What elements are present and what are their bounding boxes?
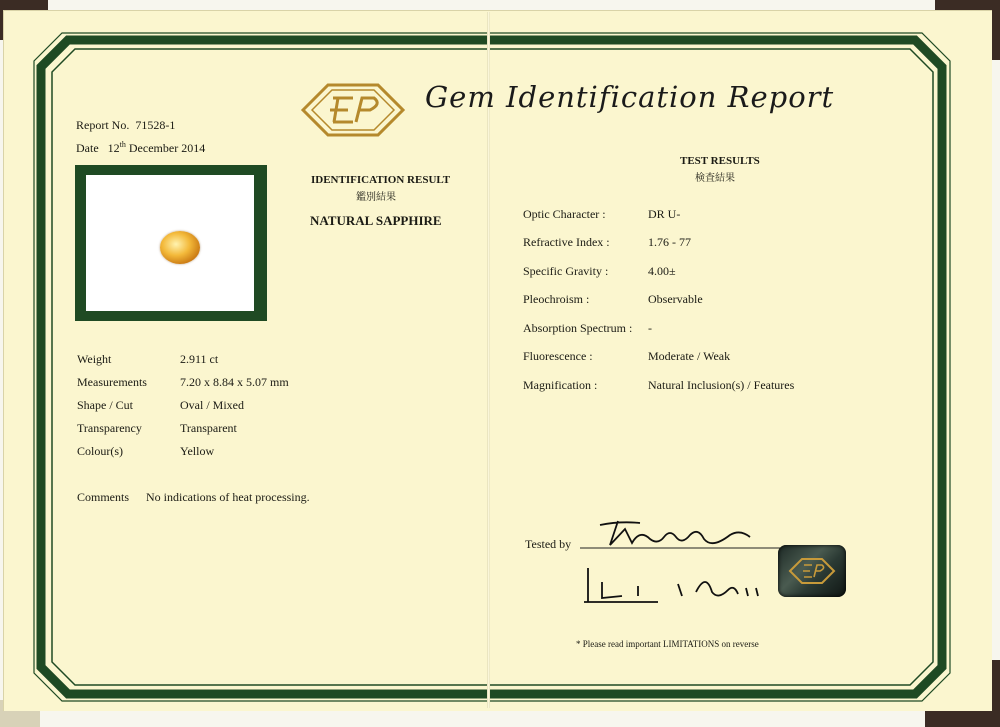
test-results-heading-cn: 検査結果: [695, 173, 735, 184]
comments-label: Comments: [77, 490, 130, 504]
property-value: 2.911 ct: [180, 352, 219, 366]
property-label: Weight: [77, 352, 112, 366]
property-value: Yellow: [180, 444, 215, 458]
tester-signature: [580, 515, 790, 555]
property-label: Measurements: [77, 375, 147, 389]
report-title: Gem Identification Report: [425, 80, 835, 114]
test-label: Absorption Spectrum :: [523, 321, 633, 335]
tested-by-label: Tested by: [525, 537, 572, 551]
property-value: 7.20 x 8.84 x 5.07 mm: [180, 375, 289, 389]
test-results-heading: TEST RESULTS: [680, 155, 760, 167]
second-signature: [578, 562, 778, 607]
identification-heading: IDENTIFICATION RESULT: [311, 174, 451, 186]
property-label: Shape / Cut: [77, 398, 133, 412]
test-value: DR U-: [648, 207, 681, 221]
property-value: Oval / Mixed: [180, 398, 244, 412]
hologram-seal: [778, 545, 846, 597]
hologram-logo: [778, 545, 846, 597]
comments-value: No indications of heat processing.: [146, 490, 310, 504]
test-value: Natural Inclusion(s) / Features: [648, 378, 795, 392]
report-date-suffix: th: [119, 140, 126, 149]
gem-photo: [86, 175, 254, 311]
sapphire-gem-image: [160, 231, 200, 264]
report-number-value: 71528-1: [135, 118, 176, 132]
test-label: Fluorescence :: [523, 349, 593, 363]
test-label: Pleochroism :: [523, 292, 590, 306]
test-value: Observable: [648, 292, 703, 306]
test-label: Optic Character :: [523, 207, 606, 221]
gem-photo-frame: [75, 165, 267, 321]
center-fold: [487, 12, 490, 708]
test-label: Specific Gravity :: [523, 264, 609, 278]
report-date: [76, 140, 205, 156]
identification-heading-cn: 鑑別結果: [356, 192, 396, 203]
test-label: Magnification :: [523, 378, 598, 392]
report-number: [76, 118, 175, 133]
property-value: Transparent: [180, 421, 237, 435]
property-label: Colour(s): [77, 444, 123, 458]
identification-result: NATURAL SAPPHIRE: [310, 213, 442, 228]
test-value: Moderate / Weak: [648, 349, 731, 363]
report-date-rest: December 2014: [128, 141, 206, 155]
report-date-day: 12: [107, 141, 120, 155]
test-label: Refractive Index :: [523, 235, 610, 249]
ep-logo: [298, 80, 408, 140]
property-label: Transparency: [77, 421, 142, 435]
report-date-label: Date: [76, 141, 99, 155]
test-value: -: [648, 321, 652, 335]
test-value: 1.76 - 77: [648, 235, 691, 249]
report-number-label: Report No.: [76, 118, 130, 132]
test-value: 4.00±: [648, 264, 676, 278]
limitations-note: * Please read important LIMITATIONS on reverse: [576, 639, 759, 649]
